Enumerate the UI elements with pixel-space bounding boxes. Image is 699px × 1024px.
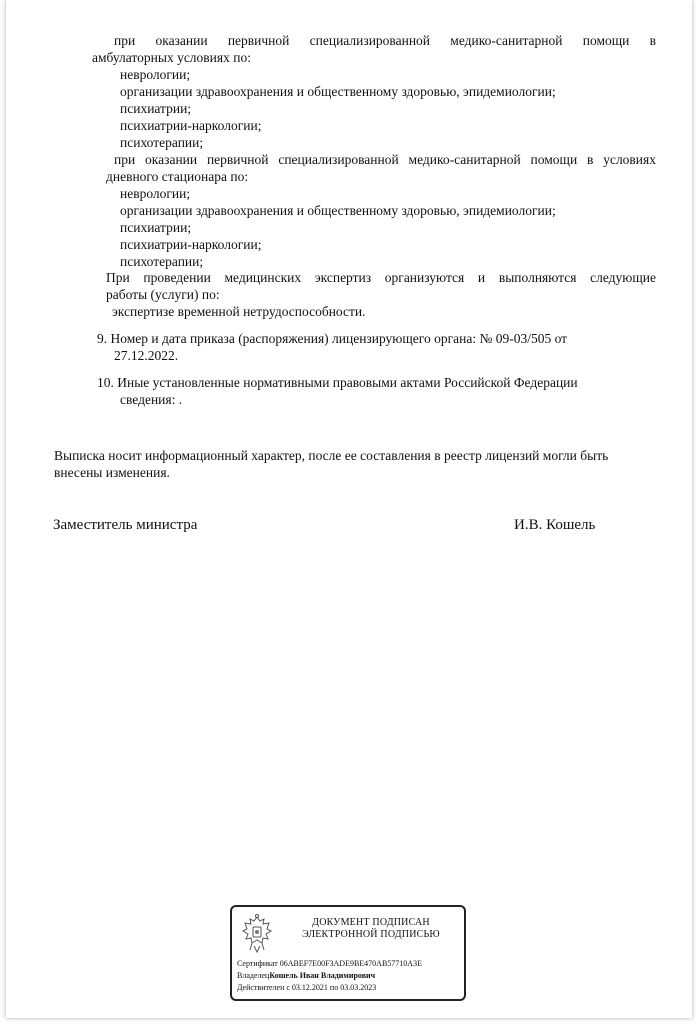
item9-line2: 27.12.2022. (114, 348, 179, 363)
outpatient-item: психотерапии; (120, 135, 204, 150)
signer-name: И.В. Кошель (514, 517, 596, 533)
document-page (6, 0, 692, 1018)
expertise-intro-line2: работы (услуги) по: (106, 287, 220, 302)
daycare-item: неврологии; (120, 186, 191, 201)
notice-line2: внесены изменения. (54, 465, 170, 480)
stamp-title (280, 917, 462, 941)
outpatient-item: неврологии; (120, 67, 191, 82)
daycare-intro-line2: дневного стационара по: (106, 169, 249, 184)
stamp-validity: Действителен с 03.12.2021 по 03.03.2023 (237, 983, 377, 992)
stamp-certificate-value: 06ABEF7E00F3ADE9BE470AB57710A3E (279, 959, 422, 968)
item10-line1: 10. Иные установленные нормативными правовыми актами Российской Федерации (97, 375, 578, 390)
daycare-item: психиатрии-наркологии; (120, 237, 262, 252)
outpatient-intro-line2: амбулаторных условиях по: (92, 50, 251, 65)
stamp-owner-value: Кошель Иван Владимирович (269, 971, 376, 980)
item9-line1: 9. Номер и дата приказа (распоряжения) лицензирующего органа: № 09-03/505 от (97, 331, 568, 346)
stamp-owner-label: Владелец (237, 971, 270, 980)
outpatient-item: психиатрии-наркологии; (120, 118, 262, 133)
outpatient-intro-line1: при оказании первичной специализированной медико-санитарной помощи в (114, 33, 656, 48)
stamp-owner (237, 971, 375, 981)
stamp-certificate-label: Сертификат (237, 959, 278, 968)
expertise-item: экспертизе временной нетрудоспособности. (112, 304, 366, 319)
coat-of-arms-icon (240, 913, 274, 955)
daycare-item: психотерапии; (120, 254, 204, 269)
daycare-item: психиатрии; (120, 220, 192, 235)
stamp-title-line1: ДОКУМЕНТ ПОДПИСАН (312, 917, 430, 928)
daycare-item: организации здравоохранения и общественному здоровью, эпидемиологии; (120, 203, 556, 218)
stamp-certificate (237, 959, 422, 969)
stamp-title-line2: ЭЛЕКТРОННОЙ ПОДПИСЬЮ (302, 929, 440, 940)
daycare-intro-line1: при оказании первичной специализированной медико-санитарной помощи в условиях (114, 152, 656, 167)
outpatient-item: организации здравоохранения и общественному здоровью, эпидемиологии; (120, 84, 556, 99)
expertise-intro-line1: При проведении медицинских экспертиз организуются и выполняются следующие (106, 270, 656, 285)
outpatient-item: психиатрии; (120, 101, 192, 116)
notice-line1: Выписка носит информационный характер, после ее составления в реестр лицензий могли быть (54, 448, 609, 463)
electronic-signature-stamp (230, 905, 466, 1001)
signer-position: Заместитель министра (53, 517, 198, 533)
item10-line2: сведения: . (120, 392, 183, 407)
